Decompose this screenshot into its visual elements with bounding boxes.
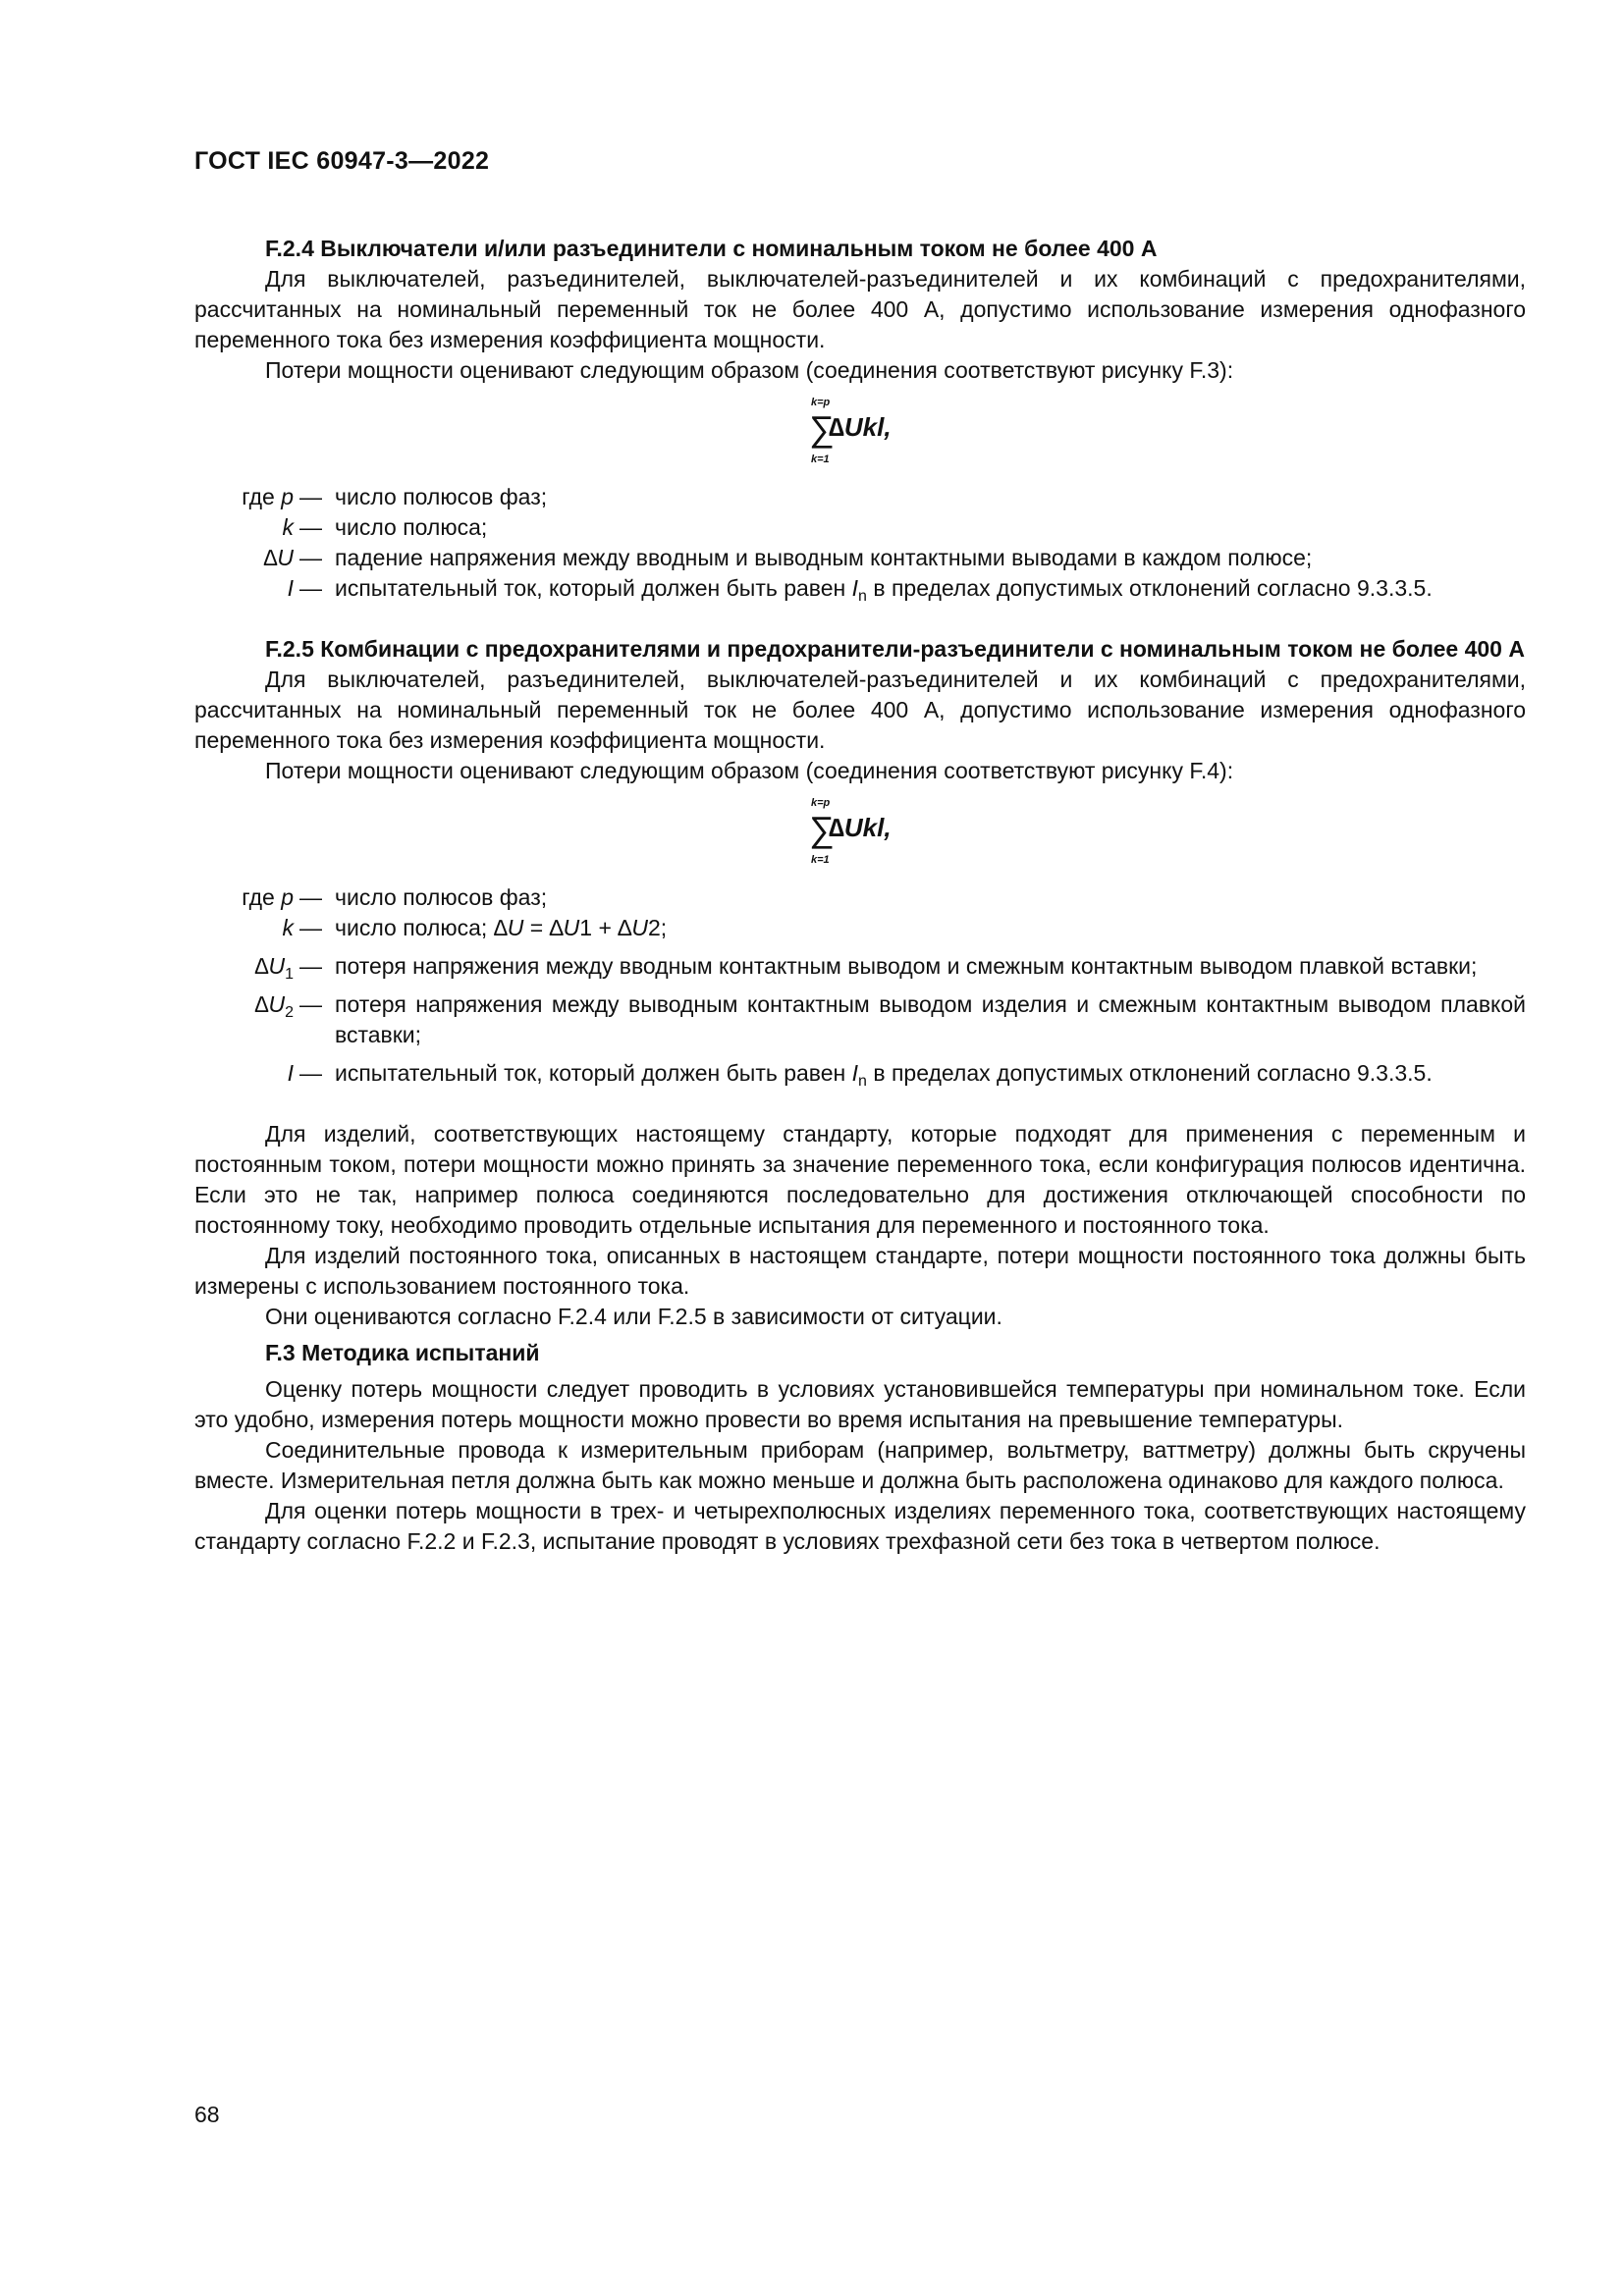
glossary-symbol: I (287, 575, 294, 601)
glossary-description: потеря напряжения между выводным контактным выводом изделия и смежным контактным выводом плавкой вставки; (335, 991, 1526, 1047)
paragraph: Для изделий, соответствующих настоящему стандарту, которые подходят для применения с переменным и постоянным током, потери мощности можно принять за значение переменного тока, если конфигурация полюсов идентична. Если это не так, например полюса соединяются последовательно для достижения отключающей способности по постоянному току, необходимо проводить отдельные испытания для переменного и постоянного тока. (194, 1121, 1526, 1238)
paragraph: Для выключателей, разъединителей, выключателей-разъединителей и их комбинаций с предохранителями, рассчитанных на номинальный переменный ток не более 400 A, допустимо использование измерения однофазного переменного тока без измерения коэффициента мощности. (194, 266, 1526, 352)
glossary-description: число полюсов фаз; (335, 484, 548, 509)
glossary-row (194, 512, 1526, 543)
glossary-symbol: k (282, 514, 294, 540)
glossary-symbol: p (281, 484, 294, 509)
formula-expression: ∆Ukl, (829, 813, 892, 842)
glossary-row (194, 989, 1526, 1050)
glossary-dash: — (299, 484, 322, 509)
glossary-f25 (194, 882, 1526, 1089)
glossary-dash: — (299, 545, 322, 570)
subscript: n (858, 1073, 867, 1090)
sigma-symbol: ∑ (809, 408, 835, 449)
glossary-dash: — (299, 991, 322, 1017)
glossary-symbol: I (287, 1060, 294, 1086)
glossary-description-end: в пределах допустимых отклонений согласно 9.3.3.5. (866, 575, 1433, 601)
paragraph: Потери мощности оценивают следующим образом (соединения соответствуют рисунку F.3): (265, 357, 1234, 383)
glossary-f24 (194, 482, 1526, 604)
sigma-symbol: ∑ (809, 809, 835, 849)
formula-lower-limit: k=1 (811, 854, 830, 866)
glossary-dash: — (299, 915, 322, 940)
glossary-dash: — (299, 575, 322, 601)
variable: U (563, 915, 580, 940)
paragraph: Соединительные провода к измерительным приборам (например, вольтметру, ваттметру) должны быть скручены вместе. Измерительная петля должна быть как можно меньше и должна быть расположена одинаково для каждого полюса. (194, 1437, 1526, 1493)
section-heading-f3: F.3 Методика испытаний (265, 1340, 540, 1365)
glossary-symbol: ∆U (263, 545, 294, 570)
formula-f25 (194, 794, 1526, 871)
formula-f24 (194, 394, 1526, 470)
glossary-dash: — (299, 1060, 322, 1086)
glossary-description: число полюса; (335, 514, 488, 540)
glossary-description: потеря напряжения между вводным контактным выводом и смежным контактным выводом плавкой вставки; (335, 953, 1478, 979)
document-body (194, 234, 1526, 1557)
formula-upper-limit: k=p (811, 397, 831, 408)
document-header: ГОСТ IEC 60947-3—2022 (194, 147, 490, 175)
glossary-dash: — (299, 514, 322, 540)
glossary-description: испытательный ток, который должен быть равен (335, 575, 852, 601)
glossary-symbol: ∆U (254, 953, 286, 979)
page-number: 68 (194, 2102, 220, 2127)
formula-expression: ∆Ukl, (829, 412, 892, 442)
glossary-dash: — (299, 953, 322, 979)
variable: ∆U (493, 915, 524, 940)
variable: I (851, 575, 859, 601)
formula-upper-limit: k=p (811, 797, 831, 809)
subscript: n (858, 588, 867, 605)
glossary-dash: — (299, 884, 322, 910)
paragraph: Они оцениваются согласно F.2.4 или F.2.5 в зависимости от ситуации. (265, 1304, 1002, 1329)
glossary-prefix: где (242, 484, 282, 509)
glossary-prefix: где (242, 884, 282, 910)
paragraph: Для оценки потерь мощности в трех- и четырехполюсных изделиях переменного тока, соответствующих настоящему стандарту согласно F.2.2 и F.2.3, испытание проводят в условиях трехфазной сети без тока в четвертом полюсе. (194, 1498, 1526, 1554)
glossary-description-end: в пределах допустимых отклонений согласно 9.3.3.5. (866, 1060, 1433, 1086)
paragraph: Потери мощности оценивают следующим образом (соединения соответствуют рисунку F.4): (265, 758, 1234, 783)
formula-lower-limit: k=1 (811, 454, 830, 465)
paragraph: Оценку потерь мощности следует проводить в условиях установившейся температуры при номинальном токе. Если это удобно, измерения потерь мощности можно провести во время испытания на превышение температуры. (194, 1376, 1526, 1432)
glossary-description: падение напряжения между вводным и выводным контактными выводами в каждом полюсе; (335, 545, 1313, 570)
variable: U (631, 915, 648, 940)
section-heading-f24: F.2.4 Выключатели и/или разъединители с номинальным током не более 400 A (265, 236, 1158, 261)
glossary-symbol: ∆U (254, 991, 286, 1017)
glossary-row: k — число полюса; ∆U = ∆U1 + ∆U2; (194, 913, 1526, 943)
variable: I (851, 1060, 859, 1086)
section-heading-f25: F.2.5 Комбинации с предохранителями и предохранители-разъединители с номинальным током не более 400 A (265, 636, 1525, 662)
glossary-description: число полюса; (335, 915, 494, 940)
glossary-row (194, 882, 1526, 913)
glossary-row (194, 951, 1526, 982)
glossary-row (194, 543, 1526, 573)
subscript: 1 (285, 966, 294, 983)
glossary-row (194, 482, 1526, 512)
glossary-description: испытательный ток, который должен быть равен (335, 1060, 852, 1086)
subscript: 2 (285, 1004, 294, 1021)
glossary-symbol: p (281, 884, 294, 910)
glossary-row (194, 573, 1526, 604)
paragraph: Для выключателей, разъединителей, выключателей-разъединителей и их комбинаций с предохранителями, рассчитанных на номинальный переменный ток не более 400 A, допустимо использование измерения однофазного переменного тока без измерения коэффициента мощности. (194, 667, 1526, 753)
glossary-row (194, 1058, 1526, 1089)
glossary-description: число полюсов фаз; (335, 884, 548, 910)
paragraph: Для изделий постоянного тока, описанных в настоящем стандарте, потери мощности постоянного тока должны быть измерены с использованием постоянного тока. (194, 1243, 1526, 1299)
glossary-symbol: k (282, 915, 294, 940)
